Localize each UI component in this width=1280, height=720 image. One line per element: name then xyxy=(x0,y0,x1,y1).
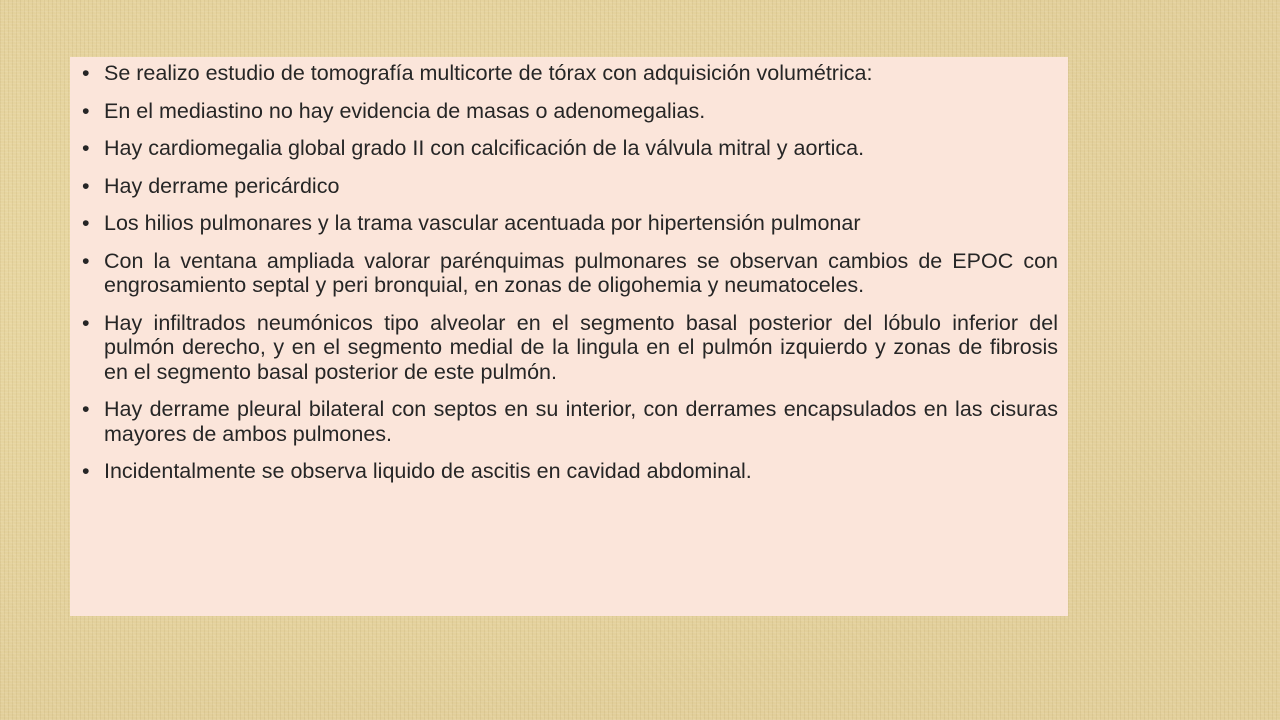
findings-list xyxy=(82,61,1058,484)
list-item-text: Con la ventana ampliada valorar parénquimas pulmonares se observan cambios de EPOC con engrosamiento septal y peri bronquial, en zonas de oligohemia y neumatoceles. xyxy=(104,248,1058,297)
list-item-text: Hay cardiomegalia global grado II con calcificación de la válvula mitral y aortica. xyxy=(104,136,865,160)
list-item xyxy=(82,397,1058,446)
list-item xyxy=(82,61,1058,86)
list-item xyxy=(82,136,1058,161)
list-item-text: Hay derrame pericárdico xyxy=(104,173,340,198)
bullet-icon: • xyxy=(82,397,90,421)
list-item-text: Incidentalmente se observa liquido de ascitis en cavidad abdominal. xyxy=(104,459,752,483)
bullet-icon: • xyxy=(82,248,90,273)
list-item xyxy=(82,211,1058,236)
bullet-icon: • xyxy=(82,136,90,160)
list-item-text: Los hilios pulmonares y la trama vascular acentuada por hipertensión pulmonar xyxy=(104,211,861,235)
bullet-icon: • xyxy=(82,61,90,85)
list-item xyxy=(82,174,1058,199)
bullet-icon: • xyxy=(82,211,90,235)
list-item xyxy=(82,99,1058,124)
list-item xyxy=(82,249,1058,298)
list-item-text: Hay derrame pleural bilateral con septos en su interior, con derrames encapsulados en las cisuras mayores de ambos pulmones. xyxy=(104,397,1058,446)
list-item xyxy=(82,459,1058,484)
bullet-icon: • xyxy=(82,459,90,483)
list-item-text: Hay infiltrados neumónicos tipo alveolar en el segmento basal posterior del lóbulo inferior del pulmón derecho, y en el segmento medial de la lingula en el pulmón izquierdo y zonas de fibrosis en el segmento basal posterior de este pulmón. xyxy=(104,310,1058,384)
text-panel xyxy=(70,57,1068,616)
bullet-icon: • xyxy=(82,310,90,335)
list-item-text: En el mediastino no hay evidencia de masas o adenomegalias. xyxy=(104,98,706,123)
bullet-icon: • xyxy=(82,173,90,198)
bullet-icon: • xyxy=(82,98,90,123)
list-item-text: Se realizo estudio de tomografía multicorte de tórax con adquisición volumétrica: xyxy=(104,61,873,85)
list-item xyxy=(82,311,1058,385)
